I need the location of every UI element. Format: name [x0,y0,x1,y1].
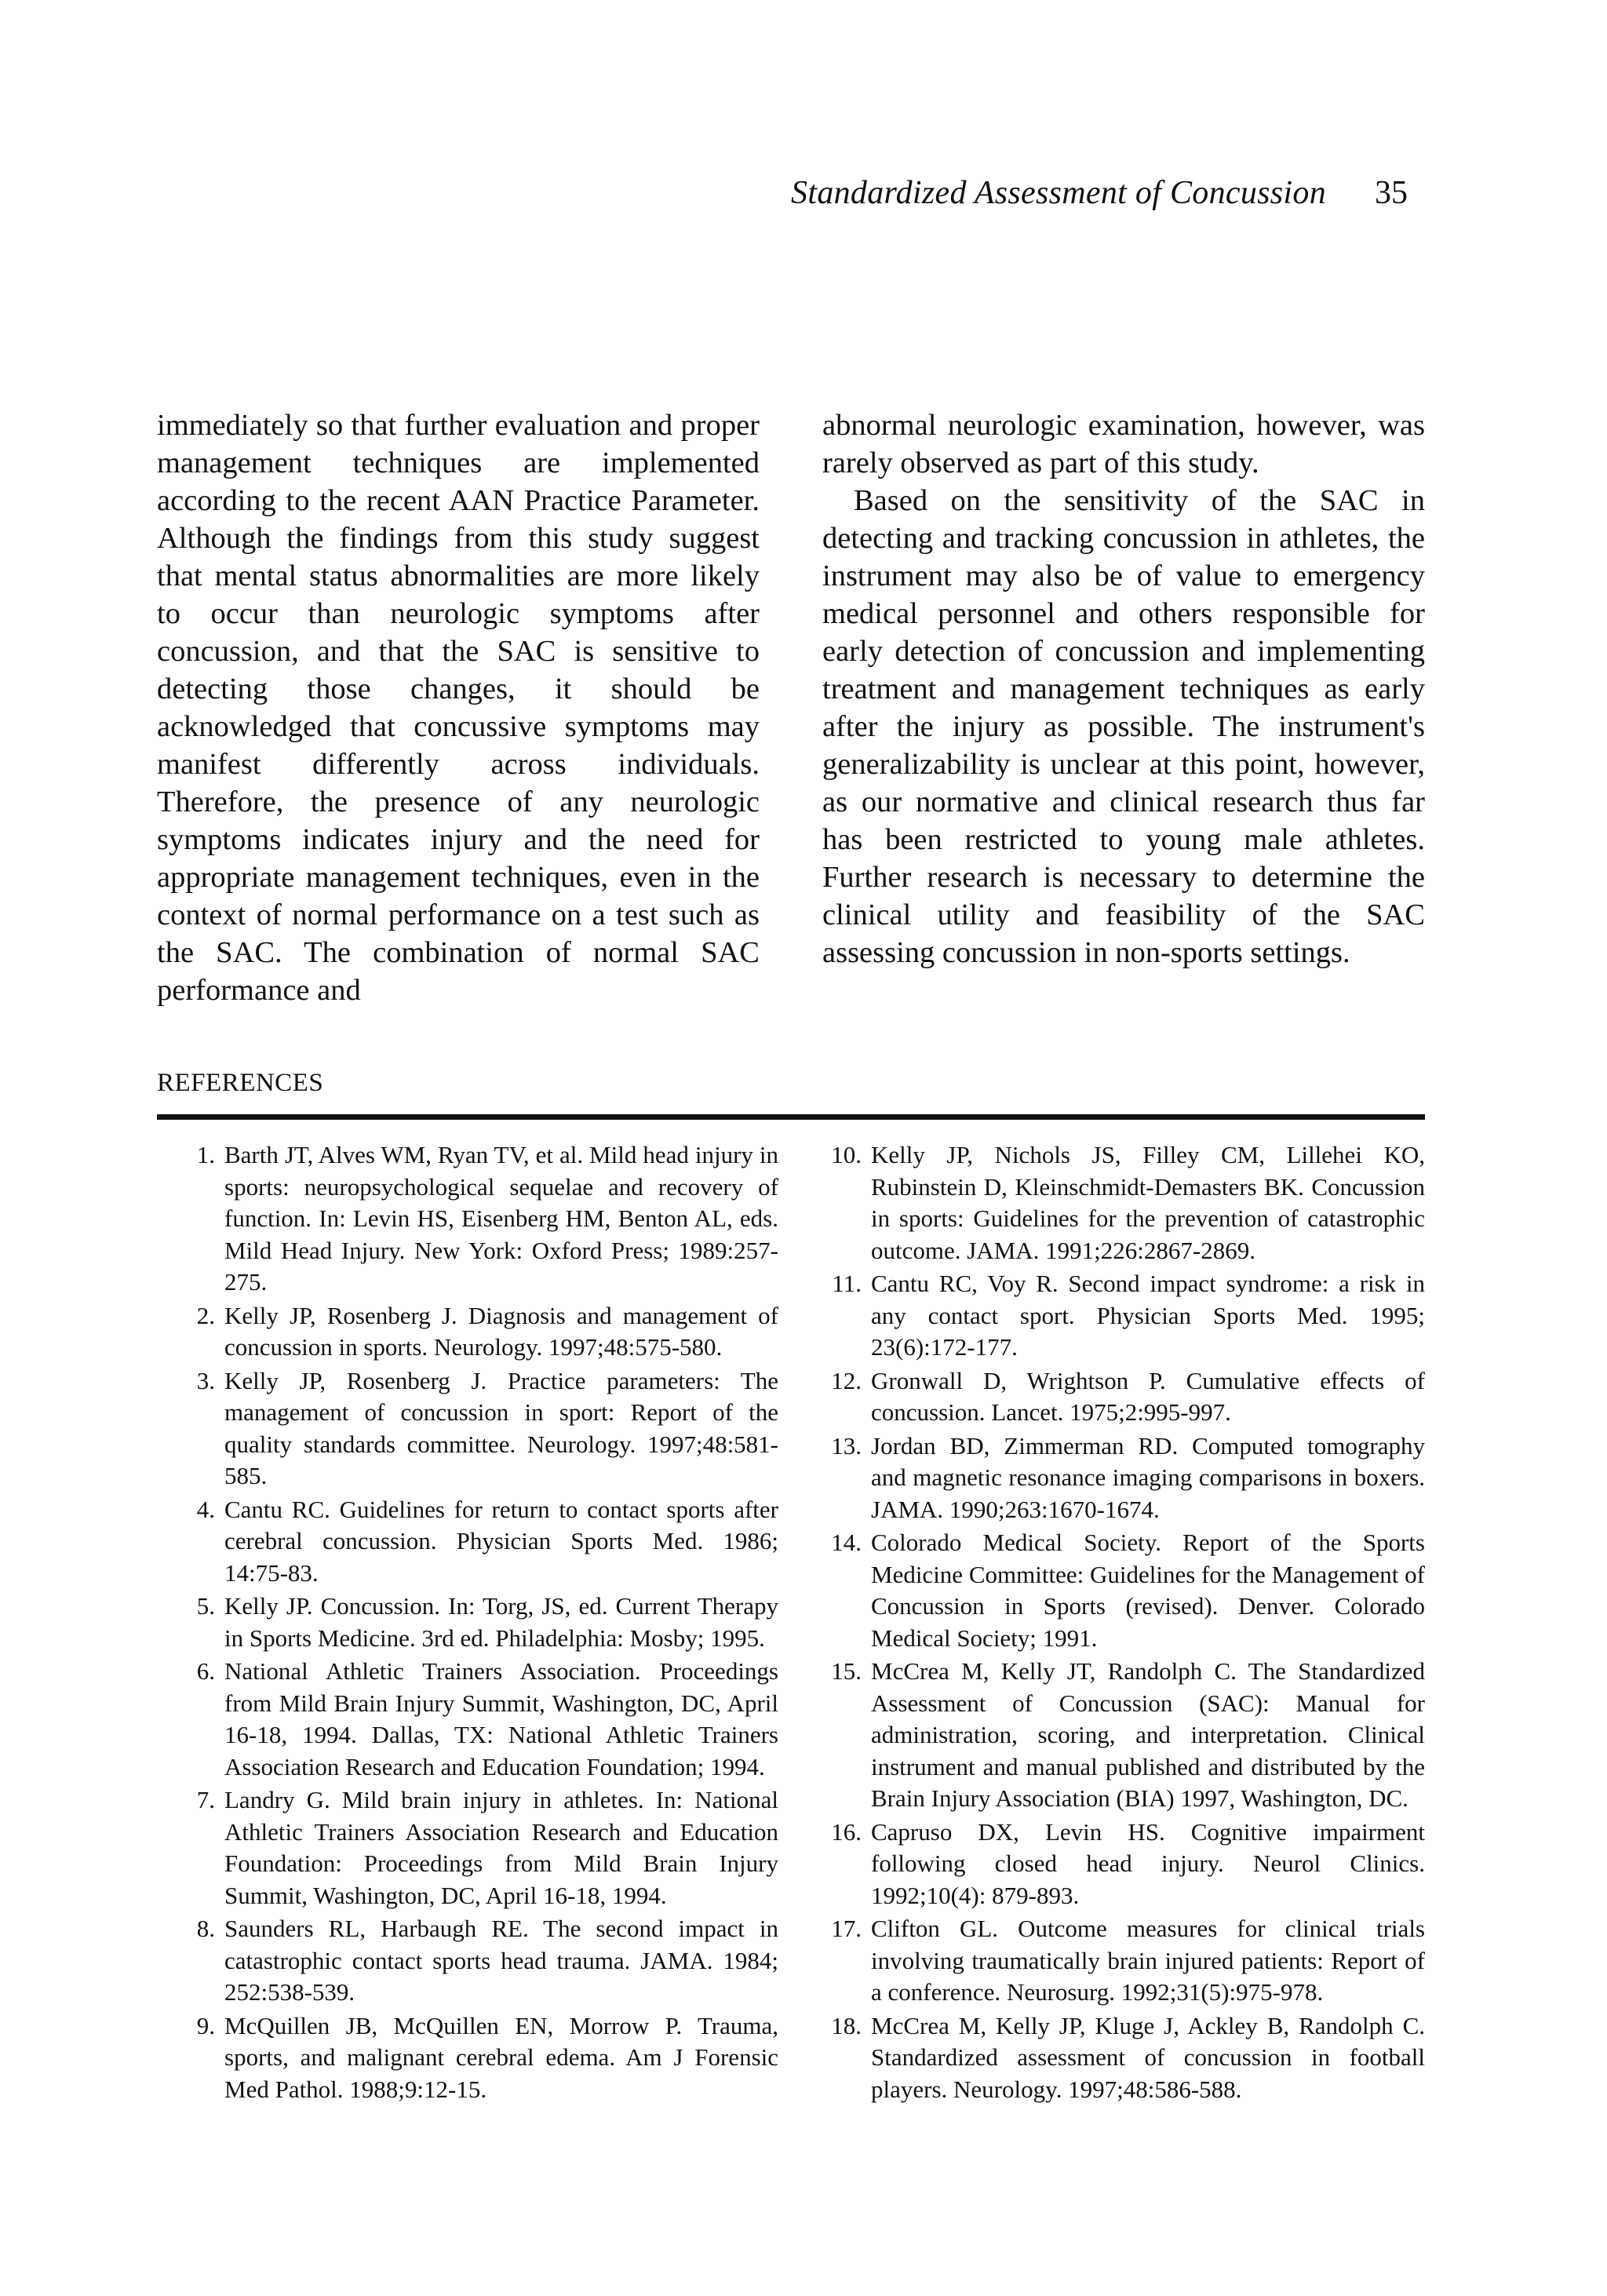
page-number: 35 [1375,175,1408,211]
reference-number: 5. [196,1592,215,1620]
reference-number: 3. [196,1366,215,1394]
reference-text: Clifton GL. Outcome measures for clinical trials involving traumatically brain injured patients: Report of a conference. Neurosurg. 1992;31(5):975-978. [871,1915,1425,2006]
reference-number: 7. [196,1786,215,1813]
reference-item [157,1494,778,1590]
reference-item [804,1913,1425,2009]
references-list [157,1139,1425,2107]
reference-text: Kelly JP, Nichols JS, Filley CM, Lillehei KO, Rubinstein D, Kleinschmidt-Demasters BK. Concussion in sports: Guidelines for the prevention of catastrophic outcome. JAMA. 1991;226:2867-2869. [871,1141,1425,1264]
reference-text: McCrea M, Kelly JT, Randolph C. The Standardized Assessment of Concussion (SAC): Manual for administration, scoring, and interpretation. Clinical instrument and manual published and distributed by the Brain Injury Association (BIA) 1997, Washington, DC. [871,1657,1425,1812]
reference-text: Kelly JP, Rosenberg J. Practice parameters: The management of concussion in sport: Report of the quality standards committee. Neurology. 1997;48:581-585. [224,1366,778,1489]
reference-text: National Athletic Trainers Association. Proceedings from Mild Brain Injury Summit, Washington, DC, April 16-18, 1994. Dallas, TX: National Athletic Trainers Association Research and Education Foundation; 1994. [224,1657,778,1780]
reference-text: Barth JT, Alves WM, Ryan TV, et al. Mild head injury in sports: neuropsychological sequelae and recovery of function. In: Levin HS, Eisenberg HM, Benton AL, eds. Mild Head Injury. New York: Oxford Press; 1989:257-275. [224,1141,778,1296]
reference-number: 17. [831,1915,862,1942]
reference-item [157,1913,778,2009]
reference-text: Capruso DX, Levin HS. Cognitive impairment following closed head injury. Neurol Clinics. 1992;10(4): 879-893. [871,1817,1425,1909]
reference-item [804,1365,1425,1429]
reference-number: 18. [831,2011,862,2039]
reference-text: Saunders RL, Harbaugh RE. The second impact in catastrophic contact sports head trauma. JAMA. 1984; 252:538-539. [224,1915,778,2006]
reference-text: Landry G. Mild brain injury in athletes. In: National Athletic Trainers Association Research and Education Foundation: Proceedings from Mild Brain Injury Summit, Washington, DC, April 16-18, 1994. [224,1786,778,1909]
reference-item [157,1591,778,1654]
reference-text: Kelly JP. Concussion. In: Torg, JS, ed. Current Therapy in Sports Medicine. 3rd ed. Philadelphia: Mosby; 1995. [224,1592,778,1652]
reference-number: 6. [196,1657,215,1685]
reference-number: 8. [196,1915,215,1942]
body-column-left [157,406,760,1009]
reference-item [804,1139,1425,1266]
reference-text: Gronwall D, Wrightson P. Cumulative effects of concussion. Lancet. 1975;2:995-997. [871,1366,1425,1426]
reference-text: Cantu RC. Guidelines for return to contact sports after cerebral concussion. Physician Sports Med. 1986; 14:75-83. [224,1495,778,1587]
reference-item [157,1656,778,1783]
reference-text: Cantu RC, Voy R. Second impact syndrome: a risk in any contact sport. Physician Sports Med. 1995; 23(6):172-177. [871,1270,1425,1361]
references-column-right [804,1139,1425,2107]
reference-item [157,1365,778,1492]
references-heading: REFERENCES [157,1069,324,1097]
references-column-left [157,1139,778,2107]
reference-number: 2. [196,1301,215,1329]
reference-number: 1. [196,1141,215,1168]
body-column-right [822,406,1425,1009]
body-paragraph: abnormal neurologic examination, however, was rarely observed as part of this study. [822,409,1425,479]
reference-number: 10. [831,1141,862,1168]
reference-item [157,1300,778,1364]
reference-item [157,1139,778,1299]
reference-number: 12. [831,1366,862,1394]
reference-item [157,2010,778,2106]
reference-text: Colorado Medical Society. Report of the Sports Medicine Committee: Guidelines for the Management of Concussion in Sports (revised). Denver. Colorado Medical Society; 1991. [871,1529,1425,1652]
reference-text: McCrea M, Kelly JP, Kluge J, Ackley B, Randolph C. Standardized assessment of concussion in football players. Neurology. 1997;48:586-588. [871,2011,1425,2103]
reference-item [804,2010,1425,2106]
reference-item [804,1430,1425,1526]
body-columns [157,406,1425,1009]
reference-item [804,1527,1425,1654]
running-head [791,174,1408,212]
reference-text: Kelly JP, Rosenberg J. Diagnosis and management of concussion in sports. Neurology. 1997;48:575-580. [224,1301,778,1361]
reference-item [804,1817,1425,1912]
running-title: Standardized Assessment of Concussion [791,175,1326,211]
reference-text: Jordan BD, Zimmerman RD. Computed tomography and magnetic resonance imaging comparisons in boxers. JAMA. 1990;263:1670-1674. [871,1431,1425,1523]
reference-item [804,1656,1425,1815]
reference-number: 13. [831,1431,862,1460]
reference-number: 16. [831,1817,862,1846]
reference-item [804,1268,1425,1364]
body-paragraph: Based on the sensitivity of the SAC in detecting and tracking concussion in athletes, the instrument may also be of value to emergency medical personnel and others responsible for early detection of concussion and implementing treatment and management techniques as early after the injury as possible. The instrument's generalizability is unclear at this point, however, as our normative and clinical research thus far has been restricted to young male athletes. Further research is necessary to determine the clinical utility and feasibility of the SAC assessing concussion in non-sports settings. [822,484,1425,969]
reference-item [157,1784,778,1912]
reference-number: 9. [196,2011,215,2039]
reference-number: 14. [831,1529,862,1556]
body-paragraph: immediately so that further evaluation and proper management techniques are implemented according to the recent AAN Practice Parameter. Although the findings from this study suggest that mental status abnormalities are more likely to occur than neurologic symptoms after concussion, and that the SAC is sensitive to detecting those changes, it should be acknowledged that concussive symptoms may manifest differently across individuals. Therefore, the presence of any neurologic symptoms indicates injury and the need for appropriate management techniques, even in the context of normal performance on a test such as the SAC. The combination of normal SAC performance and [157,409,760,1007]
reference-number: 15. [831,1657,862,1685]
references-divider [157,1114,1425,1120]
reference-number: 11. [832,1270,862,1297]
reference-number: 4. [196,1495,215,1523]
reference-text: McQuillen JB, McQuillen EN, Morrow P. Trauma, sports, and malignant cerebral edema. Am J Forensic Med Pathol. 1988;9:12-15. [224,2011,778,2103]
